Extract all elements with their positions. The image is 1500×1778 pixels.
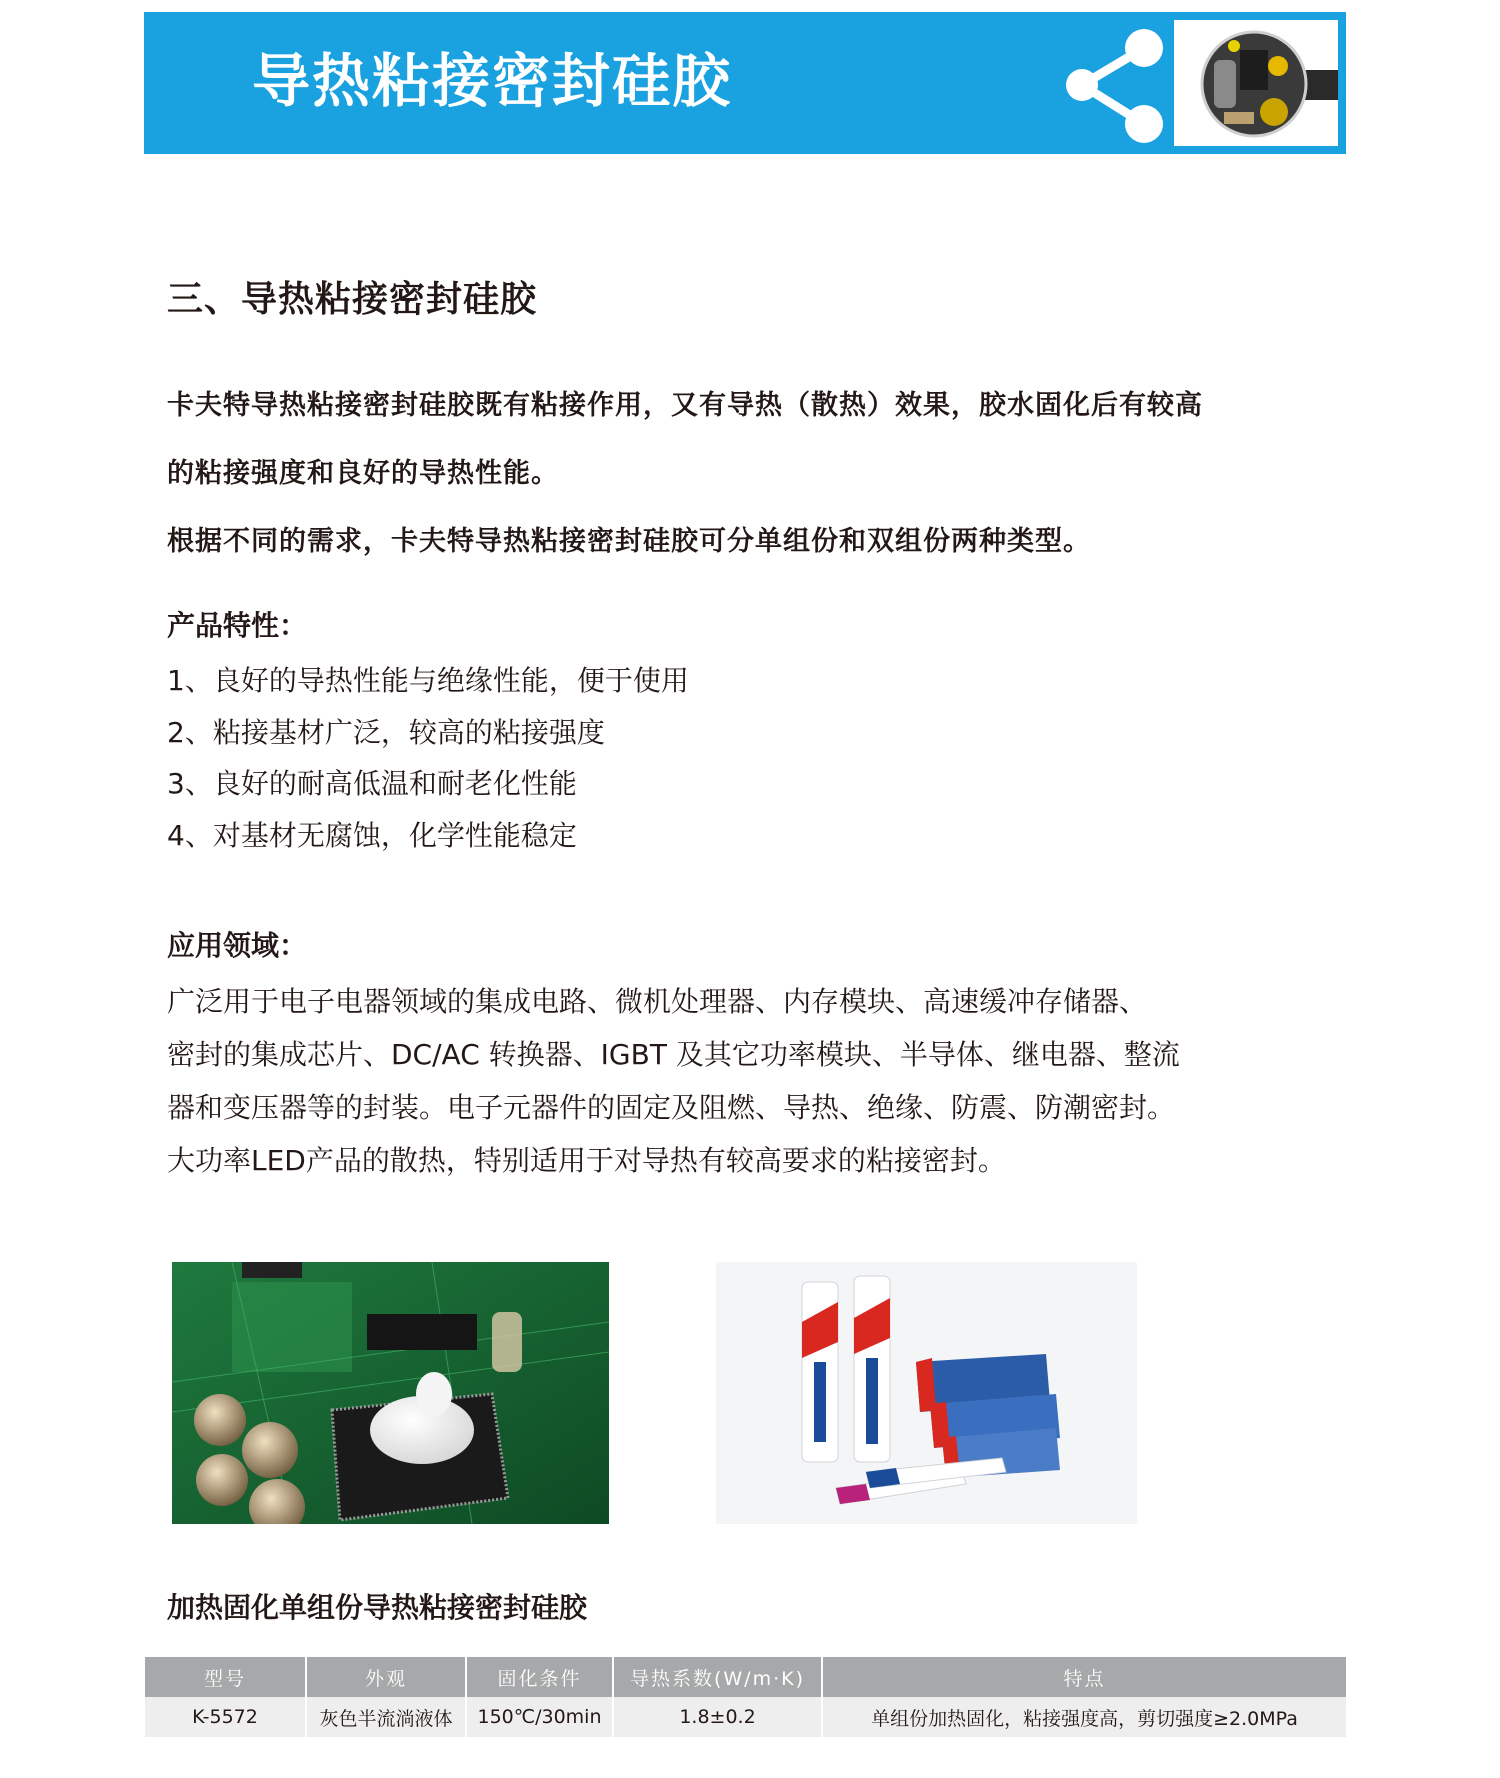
feature-item: 4、对基材无腐蚀，化学性能稳定 — [167, 818, 577, 852]
application-text — [167, 975, 1347, 1187]
table-title: 加热固化单组份导热粘接密封硅胶 — [167, 1591, 588, 1624]
table-cell: 单组份加热固化，粘接强度高，剪切强度≥2.0MPa — [822, 1697, 1346, 1737]
application-line: 大功率LED产品的散热，特别适用于对导热有较高要求的粘接密封。 — [167, 1144, 1006, 1177]
feature-item: 2、粘接基材广泛，较高的粘接强度 — [167, 715, 605, 749]
table-cell: 1.8±0.2 — [613, 1697, 822, 1737]
table-header: 特点 — [822, 1657, 1346, 1697]
table-cell: 灰色半流淌液体 — [306, 1697, 466, 1737]
header-banner — [144, 12, 1346, 154]
feature-item: 3、良好的耐高低温和耐老化性能 — [167, 767, 577, 800]
application-heading: 应用领域： — [167, 929, 308, 962]
table-header: 导热系数(W/m·K) — [613, 1657, 822, 1697]
table-row — [145, 1697, 1346, 1737]
intro-paragraph — [167, 372, 1347, 576]
table-header: 型号 — [145, 1657, 306, 1697]
share-icon — [1054, 24, 1174, 146]
kafuter-product-packaging-photo — [716, 1262, 1137, 1524]
application-line: 密封的集成芯片、DC/AC 转换器、IGBT 及其它功率模块、半导体、继电器、整流 — [167, 1038, 1180, 1071]
features-heading: 产品特性： — [167, 609, 308, 642]
section-title: 三、导热粘接密封硅胶 — [167, 279, 538, 320]
spec-table — [145, 1657, 1346, 1737]
table-header-row — [145, 1657, 1346, 1697]
features-list — [167, 655, 689, 861]
banner-title: 导热粘接密封硅胶 — [252, 47, 733, 115]
intro-line: 的粘接强度和良好的导热性能。 — [167, 458, 559, 489]
table-header: 固化条件 — [466, 1657, 613, 1697]
intro-line: 根据不同的需求，卡夫特导热粘接密封硅胶可分单组份和双组份两种类型。 — [167, 526, 1091, 557]
feature-item: 1、良好的导热性能与绝缘性能，便于使用 — [167, 664, 689, 697]
circuit-photo — [1174, 20, 1338, 146]
application-line: 器和变压器等的封装。电子元器件的固定及阻燃、导热、绝缘、防震、防潮密封。 — [167, 1091, 1176, 1124]
intro-line: 卡夫特导热粘接密封硅胶既有粘接作用，又有导热（散热）效果，胶水固化后有较高 — [167, 390, 1203, 421]
pcb-with-white-compound-photo — [172, 1262, 609, 1524]
application-line: 广泛用于电子电器领域的集成电路、微机处理器、内存模块、高速缓冲存储器、 — [167, 985, 1148, 1018]
table-header: 外观 — [306, 1657, 466, 1697]
table-cell: 150℃/30min — [466, 1697, 613, 1737]
table-cell: K-5572 — [145, 1697, 306, 1737]
